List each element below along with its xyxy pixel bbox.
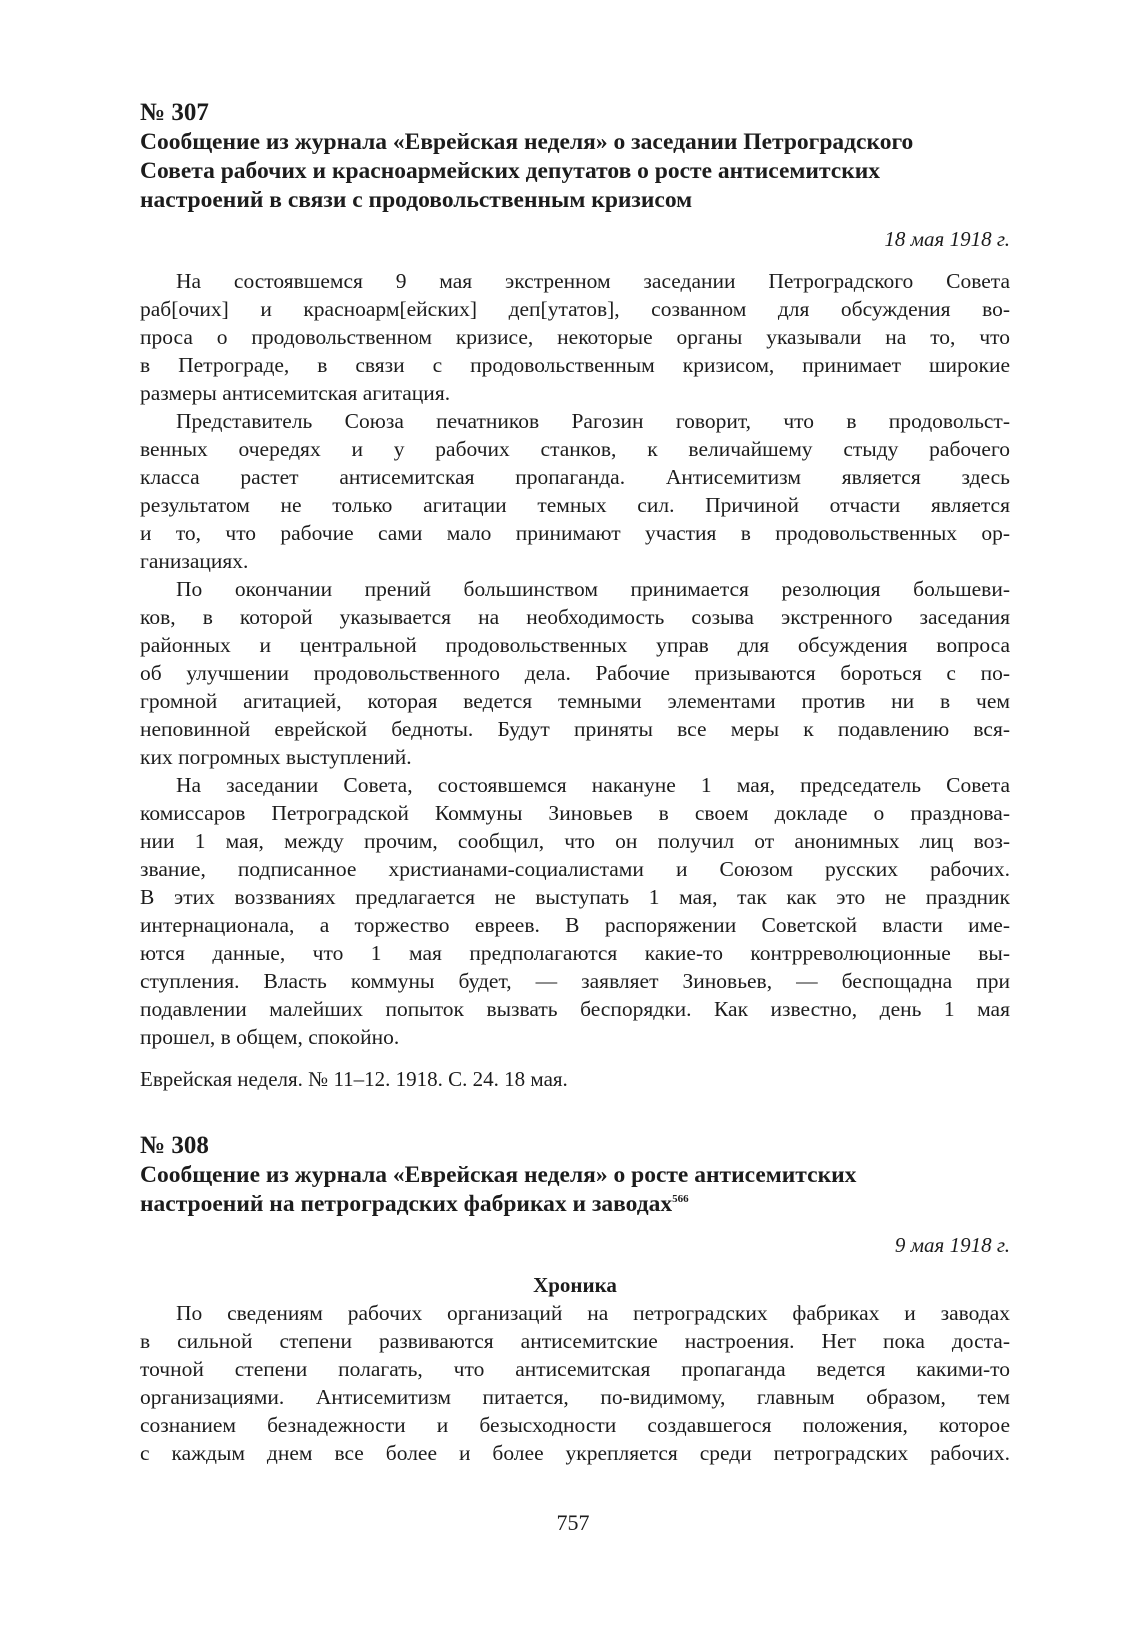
document-number: № 307 <box>140 99 209 126</box>
body-line: неповинной еврейской бедноты. Будут приняты все меры к подавлению вся- <box>140 717 1010 741</box>
body-line: сознанием безнадежности и безысходности создавшегося положения, которое <box>140 1413 1010 1437</box>
body-line: точной степени полагать, что антисемитская пропаганда ведется какими-то <box>140 1357 1010 1381</box>
body-line: По сведениям рабочих организаций на петроградских фабриках и заводах <box>176 1301 1010 1325</box>
body-line: венных очередях и у рабочих станков, к величайшему стыду рабочего <box>140 437 1010 461</box>
body-line: раб[очих] и красноарм[ейских] деп[утатов], созванном для обсуждения во- <box>140 297 1010 321</box>
body-line: Представитель Союза печатников Рагозин говорит, что в продовольст- <box>176 409 1010 433</box>
body-line: интернационала, а торжество евреев. В распоряжении Советской власти име- <box>140 913 1010 937</box>
body-line: в Петрограде, в связи с продовольственным кризисом, принимает широкие <box>140 353 1010 377</box>
paragraph <box>140 267 1010 407</box>
body-line: организациями. Антисемитизм питается, по-видимому, главным образом, тем <box>140 1385 1010 1409</box>
body-line: ков, в которой указывается на необходимость созыва экстренного заседания <box>140 605 1010 629</box>
document-date: 18 мая 1918 г. <box>884 227 1010 251</box>
body-line: прошел, в общем, спокойно. <box>140 1025 400 1049</box>
body-line: результатом не только агитации темных сил. Причиной отчасти является <box>140 493 1010 517</box>
page-number: 757 <box>556 1510 590 1535</box>
body-line: районных и центральной продовольственных управ для обсуждения вопроса <box>140 633 1010 657</box>
body-line: размеры антисемитская агитация. <box>140 381 451 405</box>
body-line: и то, что рабочие сами мало принимают участия в продовольственных ор- <box>140 521 1010 545</box>
document-title <box>140 128 1010 215</box>
body-line: ступления. Власть коммуны будет, — заявляет Зиновьев, — беспощадна при <box>140 969 1010 993</box>
title-line: Сообщение из журнала «Еврейская неделя» о росте антисемитских <box>140 1162 857 1188</box>
body-line: в сильной степени развиваются антисемитские настроения. Нет пока доста- <box>140 1329 1010 1353</box>
body-line: ганизациях. <box>140 549 249 573</box>
paragraph <box>140 407 1010 575</box>
source-citation: Еврейская неделя. № 11–12. 1918. С. 24. 18 мая. <box>140 1067 568 1091</box>
footnote-reference[interactable]: 566 <box>672 1193 689 1205</box>
paragraph <box>140 771 1010 1051</box>
document-308 <box>140 1131 1010 1467</box>
body-line: комиссаров Петроградской Коммуны Зиновьев в своем докладе о празднова- <box>140 801 1010 825</box>
title-line: настроений в связи с продовольственным кризисом <box>140 187 693 213</box>
body-line: На заседании Совета, состоявшемся накануне 1 мая, председатель Совета <box>176 773 1010 797</box>
paragraph <box>140 1299 1010 1467</box>
body-line: По окончании прений большинством принимается резолюция большеви- <box>176 577 1010 601</box>
document-number: № 308 <box>140 1132 209 1159</box>
body-line: В этих воззваниях предлагается не выступать 1 мая, так как это не праздник <box>140 885 1010 909</box>
title-line <box>140 1190 1010 1219</box>
body-line: с каждым днем все более и более укрепляется среди петроградских рабочих. <box>140 1441 1010 1465</box>
document-date: 9 мая 1918 г. <box>894 1233 1010 1257</box>
body-line: звание, подписанное христианами-социалистами и Союзом русских рабочих. <box>140 857 1010 881</box>
body-line: об улучшении продовольственного дела. Рабочие призываются бороться с по- <box>140 661 1010 685</box>
body-line: ются данные, что 1 мая предполагаются какие-то контрреволюционные вы- <box>140 941 1010 965</box>
document-title <box>140 1161 1010 1219</box>
body-line: класса растет антисемитская пропаганда. Антисемитизм является здесь <box>140 465 1010 489</box>
document-307 <box>140 98 1010 1093</box>
body-line: подавлении малейших попыток вызвать беспорядки. Как известно, день 1 мая <box>140 997 1010 1021</box>
body-line: громной агитацией, которая ведется темными элементами против ни в чем <box>140 689 1010 713</box>
paragraph <box>140 575 1010 771</box>
body-line: нии 1 мая, между прочим, сообщил, что он получил от анонимных лиц воз- <box>140 829 1010 853</box>
title-line: Сообщение из журнала «Еврейская неделя» о заседании Петроградского <box>140 129 914 155</box>
title-line-text: настроений на петроградских фабриках и заводах <box>140 1191 673 1217</box>
title-line: Совета рабочих и красноармейских депутатов о росте антисемитских <box>140 158 881 184</box>
body-line: проса о продовольственном кризисе, некоторые органы указывали на то, что <box>140 325 1010 349</box>
document-page <box>140 98 1010 1598</box>
body-line: ких погромных выступлений. <box>140 745 412 769</box>
body-line: На состоявшемся 9 мая экстренном заседании Петроградского Совета <box>176 269 1010 293</box>
section-subheading: Хроника <box>533 1273 617 1297</box>
